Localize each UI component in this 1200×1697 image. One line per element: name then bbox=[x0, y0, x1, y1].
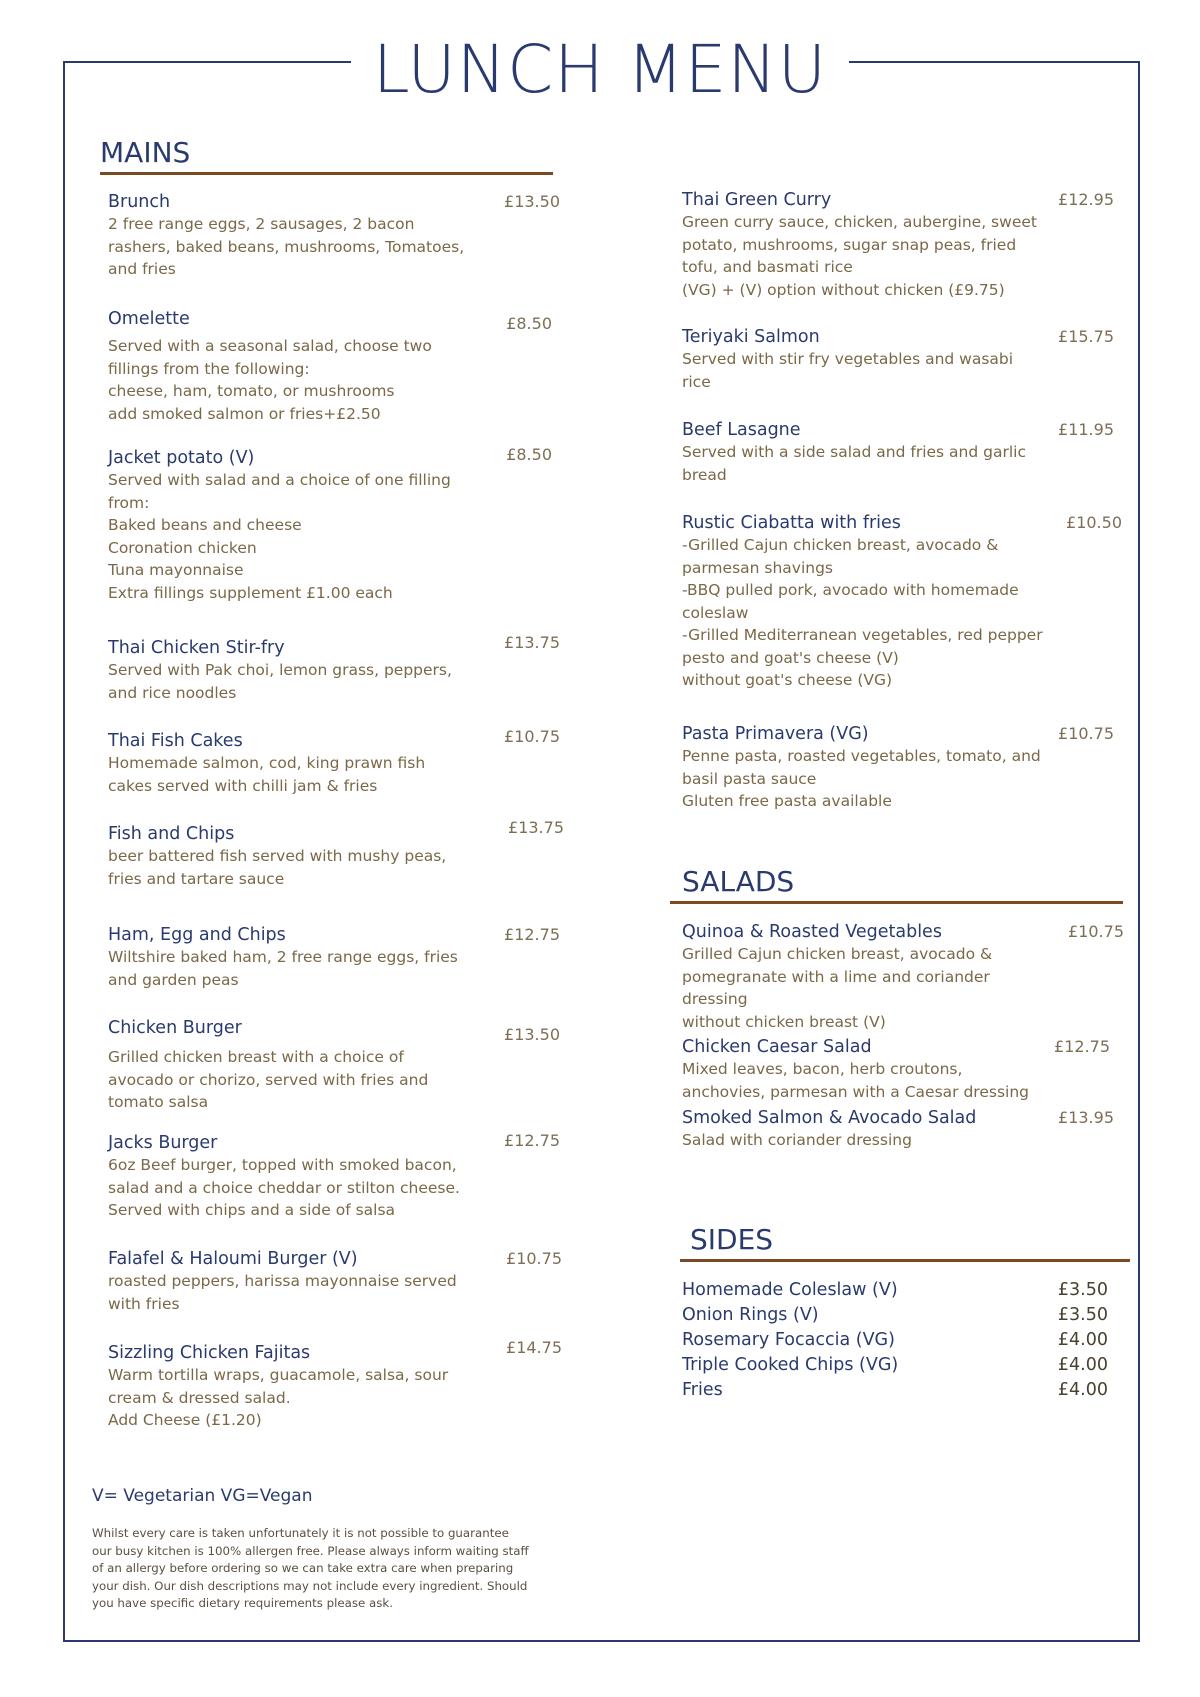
description-line: dressing bbox=[682, 990, 748, 1008]
menu-item-name: Pasta Primavera (VG) bbox=[682, 724, 869, 744]
description-line: salad and a choice cheddar or stilton cheese. bbox=[108, 1178, 460, 1197]
description-line: 6oz Beef burger, topped with smoked bacon, bbox=[108, 1156, 457, 1174]
menu-item bbox=[682, 326, 1114, 393]
description-line: -Grilled Mediterranean vegetables, red pepper bbox=[682, 626, 1043, 644]
side-item-price: £3.50 bbox=[1057, 1305, 1108, 1325]
description-line: add smoked salmon or fries+£2.50 bbox=[108, 404, 381, 423]
menu-item-name: Ham, Egg and Chips bbox=[108, 925, 286, 945]
description-line: cheese, ham, tomato, or mushrooms bbox=[108, 382, 395, 400]
menu-item-price: £13.50 bbox=[504, 1025, 560, 1044]
menu-item bbox=[682, 1036, 1110, 1103]
side-item-price: £3.50 bbox=[1057, 1280, 1108, 1300]
side-item bbox=[682, 1378, 1108, 1402]
description-line: rice bbox=[682, 372, 711, 391]
menu-item bbox=[108, 727, 560, 797]
description-line: Penne pasta, roasted vegetables, tomato, and bbox=[682, 747, 1041, 765]
side-item-name: Rosemary Focaccia (VG) bbox=[682, 1330, 895, 1350]
side-item-price: £4.00 bbox=[1057, 1355, 1108, 1375]
menu-item-description bbox=[108, 1270, 562, 1315]
menu-item-description bbox=[682, 1058, 1110, 1103]
section-mains-heading: MAINS bbox=[100, 136, 553, 175]
side-item bbox=[682, 1278, 1108, 1302]
menu-item-header bbox=[108, 727, 560, 752]
side-item-price: £4.00 bbox=[1057, 1330, 1108, 1350]
menu-item bbox=[682, 189, 1114, 301]
dietary-legend: V= Vegetarian VG=Vegan bbox=[92, 1486, 313, 1506]
menu-item bbox=[108, 924, 560, 991]
menu-item-name: Jacket potato (V) bbox=[108, 448, 255, 468]
menu-item bbox=[108, 447, 552, 604]
menu-item-description bbox=[108, 1364, 562, 1432]
menu-item-description bbox=[108, 213, 560, 281]
description-line: Add Cheese (£1.20) bbox=[108, 1411, 262, 1429]
menu-item-header bbox=[682, 1107, 1114, 1129]
side-item-name: Onion Rings (V) bbox=[682, 1305, 819, 1325]
menu-item-header bbox=[682, 1036, 1110, 1058]
menu-item-price: £12.75 bbox=[504, 925, 560, 944]
menu-item-description bbox=[682, 1129, 1114, 1152]
menu-item-name: Falafel & Haloumi Burger (V) bbox=[108, 1249, 358, 1269]
description-line: Wiltshire baked ham, 2 free range eggs, fries bbox=[108, 948, 458, 966]
menu-item-description bbox=[108, 1046, 560, 1114]
description-line: without goat's cheese (VG) bbox=[682, 671, 893, 689]
menu-item bbox=[108, 818, 564, 890]
menu-item-name: Beef Lasagne bbox=[682, 420, 801, 440]
description-line: with fries bbox=[108, 1294, 180, 1313]
description-line: Tuna mayonnaise bbox=[108, 561, 244, 579]
menu-item bbox=[108, 1132, 560, 1222]
menu-item-description bbox=[682, 745, 1114, 813]
menu-item-description bbox=[682, 534, 1122, 692]
menu-item-header bbox=[682, 512, 1122, 534]
menu-item-price: £10.50 bbox=[1066, 513, 1122, 532]
description-line: fillings from the following: bbox=[108, 359, 310, 378]
menu-item-header bbox=[682, 723, 1114, 745]
menu-item bbox=[108, 1248, 562, 1315]
description-line: Warm tortilla wraps, guacamole, salsa, sour bbox=[108, 1366, 449, 1384]
section-sides-heading: SIDES bbox=[680, 1223, 1130, 1262]
menu-title-wrap bbox=[0, 28, 1200, 112]
description-line: pesto and goat's cheese (V) bbox=[682, 648, 899, 667]
side-item-name: Fries bbox=[682, 1380, 723, 1400]
description-line: and rice noodles bbox=[108, 683, 237, 702]
description-line: Extra fillings supplement £1.00 each bbox=[108, 583, 393, 602]
description-line: pomegranate with a lime and coriander bbox=[682, 967, 990, 986]
description-line: avocado or chorizo, served with fries and bbox=[108, 1070, 429, 1089]
menu-item-price: £13.50 bbox=[504, 192, 560, 211]
menu-item-name: Thai Fish Cakes bbox=[108, 731, 243, 751]
menu-item-header bbox=[108, 1017, 560, 1046]
menu-item-name: Thai Chicken Stir-fry bbox=[108, 638, 285, 658]
description-line: Served with a side salad and fries and garlic bbox=[682, 443, 1026, 461]
description-line: rashers, baked beans, mushrooms, Tomatoes, bbox=[108, 237, 465, 256]
menu-item-header bbox=[108, 818, 564, 845]
description-line: fries and tartare sauce bbox=[108, 869, 285, 888]
menu-item-name: Chicken Caesar Salad bbox=[682, 1037, 872, 1057]
menu-item-description bbox=[108, 845, 564, 890]
menu-item bbox=[682, 419, 1114, 486]
menu-item-price: £13.75 bbox=[504, 633, 560, 652]
menu-item bbox=[108, 1338, 562, 1432]
description-line: anchovies, parmesan with a Caesar dressing bbox=[682, 1082, 1029, 1101]
menu-item-name: Rustic Ciabatta with fries bbox=[682, 513, 901, 533]
menu-item bbox=[108, 633, 560, 704]
description-line: roasted peppers, harissa mayonnaise served bbox=[108, 1272, 457, 1290]
menu-item-price: £10.75 bbox=[1058, 724, 1114, 743]
description-line: Coronation chicken bbox=[108, 538, 257, 557]
description-line: tofu, and basmati rice bbox=[682, 258, 853, 276]
menu-item-header bbox=[108, 1248, 562, 1270]
description-line: -Grilled Cajun chicken breast, avocado & bbox=[682, 536, 999, 554]
menu-item bbox=[682, 512, 1122, 692]
menu-item-price: £10.75 bbox=[1068, 922, 1124, 941]
description-line: 2 free range eggs, 2 sausages, 2 bacon bbox=[108, 215, 415, 233]
menu-item-name: Sizzling Chicken Fajitas bbox=[108, 1343, 311, 1363]
menu-item-header bbox=[108, 191, 560, 213]
menu-item-header bbox=[108, 1132, 560, 1154]
menu-item-description bbox=[682, 943, 1124, 1033]
menu-item-description bbox=[682, 441, 1114, 486]
menu-item-description bbox=[682, 211, 1114, 301]
side-item bbox=[682, 1328, 1108, 1352]
menu-item-name: Quinoa & Roasted Vegetables bbox=[682, 922, 942, 942]
menu-title: LUNCH MENU bbox=[351, 28, 849, 112]
menu-item bbox=[682, 921, 1124, 1033]
section-salads-heading: SALADS bbox=[670, 865, 1123, 904]
menu-item-price: £13.75 bbox=[508, 818, 564, 837]
menu-item-header bbox=[682, 326, 1114, 348]
description-line: Baked beans and cheese bbox=[108, 516, 302, 534]
side-item-price: £4.00 bbox=[1057, 1380, 1108, 1400]
description-line: coleslaw bbox=[682, 603, 749, 622]
menu-item-price: £12.75 bbox=[504, 1131, 560, 1150]
side-item-name: Triple Cooked Chips (VG) bbox=[682, 1355, 899, 1375]
description-line: Served with stir fry vegetables and wasabi bbox=[682, 350, 1014, 368]
menu-item-description bbox=[108, 752, 560, 797]
menu-item-header bbox=[108, 633, 560, 659]
description-line: parmesan shavings bbox=[682, 558, 834, 577]
menu-item-header bbox=[108, 924, 560, 946]
description-line: Salad with coriander dressing bbox=[682, 1131, 912, 1149]
description-line: Served with a seasonal salad, choose two bbox=[108, 337, 432, 355]
menu-item-header bbox=[108, 308, 552, 335]
description-line: beer battered fish served with mushy peas, bbox=[108, 847, 447, 865]
allergen-disclaimer: Whilst every care is taken unfortunately it is not possible to guarantee our busy kitchen is 100% allergen free. Please always inform waiting staff of an allergy before ordering so we can take extra care when preparing your dish. Our dish descriptions may not include every ingredient. Should you have specific dietary requirements please ask. bbox=[92, 1526, 529, 1610]
menu-item-price: £10.75 bbox=[504, 727, 560, 746]
description-line: -BBQ pulled pork, avocado with homemade bbox=[682, 581, 1019, 599]
menu-item bbox=[682, 723, 1114, 813]
side-item bbox=[682, 1303, 1108, 1327]
menu-item-header bbox=[108, 1338, 562, 1364]
menu-item-header bbox=[682, 921, 1124, 943]
description-line: Green curry sauce, chicken, aubergine, sweet bbox=[682, 213, 1037, 231]
menu-item-price: £14.75 bbox=[506, 1338, 562, 1357]
menu-item-name: Smoked Salmon & Avocado Salad bbox=[682, 1108, 977, 1128]
menu-item-description bbox=[108, 659, 560, 704]
description-line: Served with salad and a choice of one filling bbox=[108, 471, 451, 489]
menu-item bbox=[682, 1107, 1114, 1152]
menu-item-price: £11.95 bbox=[1058, 420, 1114, 439]
menu-item-name: Brunch bbox=[108, 192, 171, 212]
menu-item bbox=[108, 1017, 560, 1114]
description-line: and fries bbox=[108, 260, 176, 278]
menu-item-name: Teriyaki Salmon bbox=[682, 327, 820, 347]
menu-item-price: £8.50 bbox=[506, 314, 552, 333]
side-item bbox=[682, 1353, 1108, 1377]
description-line: cream & dressed salad. bbox=[108, 1388, 291, 1407]
menu-item-description bbox=[108, 1154, 560, 1222]
menu-item-header bbox=[108, 447, 552, 469]
menu-item-price: £12.75 bbox=[1054, 1037, 1110, 1056]
menu-item-header bbox=[682, 189, 1114, 211]
menu-item-name: Omelette bbox=[108, 309, 190, 329]
menu-item bbox=[108, 308, 552, 425]
menu-item-name: Chicken Burger bbox=[108, 1018, 242, 1038]
menu-item-price: £13.95 bbox=[1058, 1108, 1114, 1127]
menu-item-description bbox=[108, 946, 560, 991]
description-line: without chicken breast (V) bbox=[682, 1012, 886, 1031]
menu-item-price: £10.75 bbox=[506, 1249, 562, 1268]
menu-item bbox=[108, 191, 560, 281]
description-line: Gluten free pasta available bbox=[682, 792, 892, 810]
menu-item-name: Jacks Burger bbox=[108, 1133, 218, 1153]
menu-item-name: Thai Green Curry bbox=[682, 190, 832, 210]
description-line: Served with Pak choi, lemon grass, peppers, bbox=[108, 661, 452, 679]
description-line: Grilled chicken breast with a choice of bbox=[108, 1048, 404, 1066]
description-line: Served with chips and a side of salsa bbox=[108, 1201, 396, 1219]
menu-item-price: £12.95 bbox=[1058, 190, 1114, 209]
description-line: potato, mushrooms, sugar snap peas, fried bbox=[682, 235, 1017, 254]
description-line: from: bbox=[108, 493, 150, 512]
menu-item-description bbox=[108, 335, 552, 425]
side-item-name: Homemade Coleslaw (V) bbox=[682, 1280, 898, 1300]
menu-item-price: £15.75 bbox=[1058, 327, 1114, 346]
description-line: tomato salsa bbox=[108, 1093, 209, 1111]
description-line: Mixed leaves, bacon, herb croutons, bbox=[682, 1060, 963, 1078]
description-line: bread bbox=[682, 465, 727, 484]
description-line: Homemade salmon, cod, king prawn fish bbox=[108, 754, 426, 772]
description-line: cakes served with chilli jam & fries bbox=[108, 776, 378, 795]
description-line: and garden peas bbox=[108, 970, 239, 989]
menu-item-header bbox=[682, 419, 1114, 441]
description-line: Grilled Cajun chicken breast, avocado & bbox=[682, 945, 993, 963]
description-line: (VG) + (V) option without chicken (£9.75) bbox=[682, 280, 1005, 299]
menu-item-description bbox=[682, 348, 1114, 393]
menu-item-price: £8.50 bbox=[506, 445, 552, 464]
description-line: basil pasta sauce bbox=[682, 769, 817, 788]
menu-item-name: Fish and Chips bbox=[108, 824, 235, 844]
menu-item-description bbox=[108, 469, 552, 604]
